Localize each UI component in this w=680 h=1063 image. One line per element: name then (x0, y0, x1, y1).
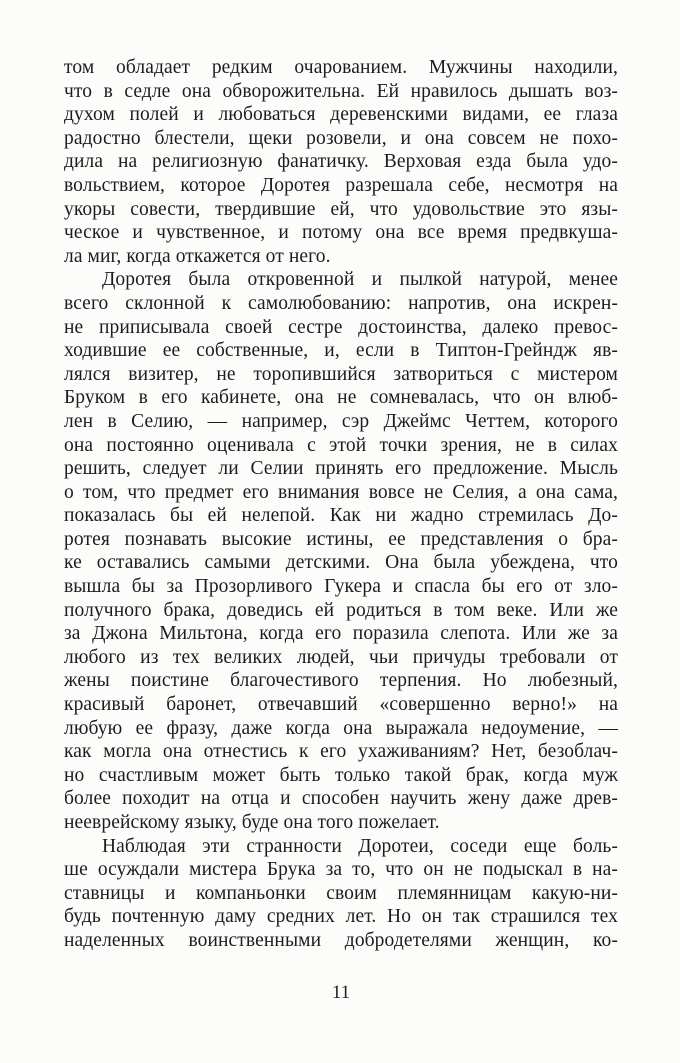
text-line: нееврейскому языку, буде она того пожелает. (64, 812, 440, 833)
text-line: духом полей и любоваться деревенскими видами, ее глаза (64, 104, 618, 126)
text-line: любую ее фразу, даже когда она выражала недоумение, — (64, 717, 618, 739)
text-line: лялся визитер, не торопившийся затвориться с мистером (64, 363, 618, 385)
text-line: лен в Селию, — например, сэр Джеймс Четтем, которого (64, 410, 618, 432)
paragraph (64, 56, 618, 268)
text-line: не приписывала своей сестре достоинства, далеко превос- (64, 316, 618, 338)
text-line: более походит на отца и способен научить жену даже древ- (64, 788, 618, 810)
page-number: 11 (331, 982, 351, 1003)
text-line: получного брака, доведись ей родиться в том веке. Или же (64, 599, 618, 621)
text-line: Наблюдая эти странности Доротеи, соседи еще боль- (102, 835, 618, 857)
text-line: вышла бы за Прозорливого Гукера и спасла бы его от зло- (64, 576, 618, 598)
text-line: Бруком в его кабинете, она не сомневалась, что он влюб- (64, 387, 618, 409)
text-line: ческое и чувственное, и потому она все время предвкуша- (64, 222, 618, 244)
text-line: укоры совести, твердившие ей, что удовольствие это язы- (64, 198, 618, 220)
text-line: решить, следует ли Селии принять его предложение. Мысль (64, 458, 618, 480)
text-line: красивый баронет, отвечавший «совершенно верно!» на (64, 694, 618, 716)
text-line: вольствием, которое Доротея разрешала себе, несмотря на (64, 174, 618, 196)
text-line: том обладает редким очарованием. Мужчины находили, (64, 57, 618, 78)
paragraph (64, 268, 618, 834)
text-line: любого из тех великих людей, чьи причуды требовали от (64, 646, 618, 668)
text-line: ходившие ее собственные, и, если в Типтон-Грейндж яв- (64, 340, 618, 362)
text-line: жены поистине благочестивого терпения. Но любезный, (64, 670, 618, 692)
text-line: как могла она отнестись к его ухаживаниям? Нет, безоблач- (64, 741, 618, 763)
text-line: ставницы и компаньонки своим племянницам какую-ни- (64, 882, 618, 904)
text-line: ла миг, когда откажется от него. (64, 245, 331, 267)
text-line: о том, что предмет его внимания вовсе не Селия, а она сама, (64, 481, 618, 503)
text-line: дила на религиозную фанатичку. Верховая езда была удо- (64, 151, 618, 173)
text-line: будь почтенную даму средних лет. Но он так страшился тех (64, 906, 618, 928)
text-line: за Джона Мильтона, когда его поразила слепота. Или же за (64, 623, 618, 645)
text-line: Доротея была откровенной и пылкой натурой, менее (102, 269, 618, 291)
page-text-block (64, 56, 618, 953)
text-line: радостно блестели, щеки розовели, и она совсем не похо- (64, 127, 618, 149)
text-line: ке оставались самыми детскими. Она была убеждена, что (64, 552, 618, 574)
text-line: ше осуждали мистера Брука за то, что он не подыскал в на- (64, 859, 618, 881)
text-line: но счастливым может быть только такой брак, когда муж (64, 764, 618, 786)
text-line: она постоянно оценивала с этой точки зрения, не в силах (64, 434, 618, 456)
text-line: показалась бы ей нелепой. Как ни жадно стремилась До- (64, 505, 618, 527)
text-line: наделенных воинственными добродетелями женщин, ко- (64, 929, 618, 951)
paragraph (64, 835, 618, 953)
text-line: что в седле она обворожительна. Ей нравилось дышать воз- (64, 80, 618, 102)
text-line: ротея познавать высокие истины, ее представления о бра- (64, 528, 618, 550)
text-line: всего склонной к самолюбованию: напротив, она искрен- (64, 292, 618, 314)
